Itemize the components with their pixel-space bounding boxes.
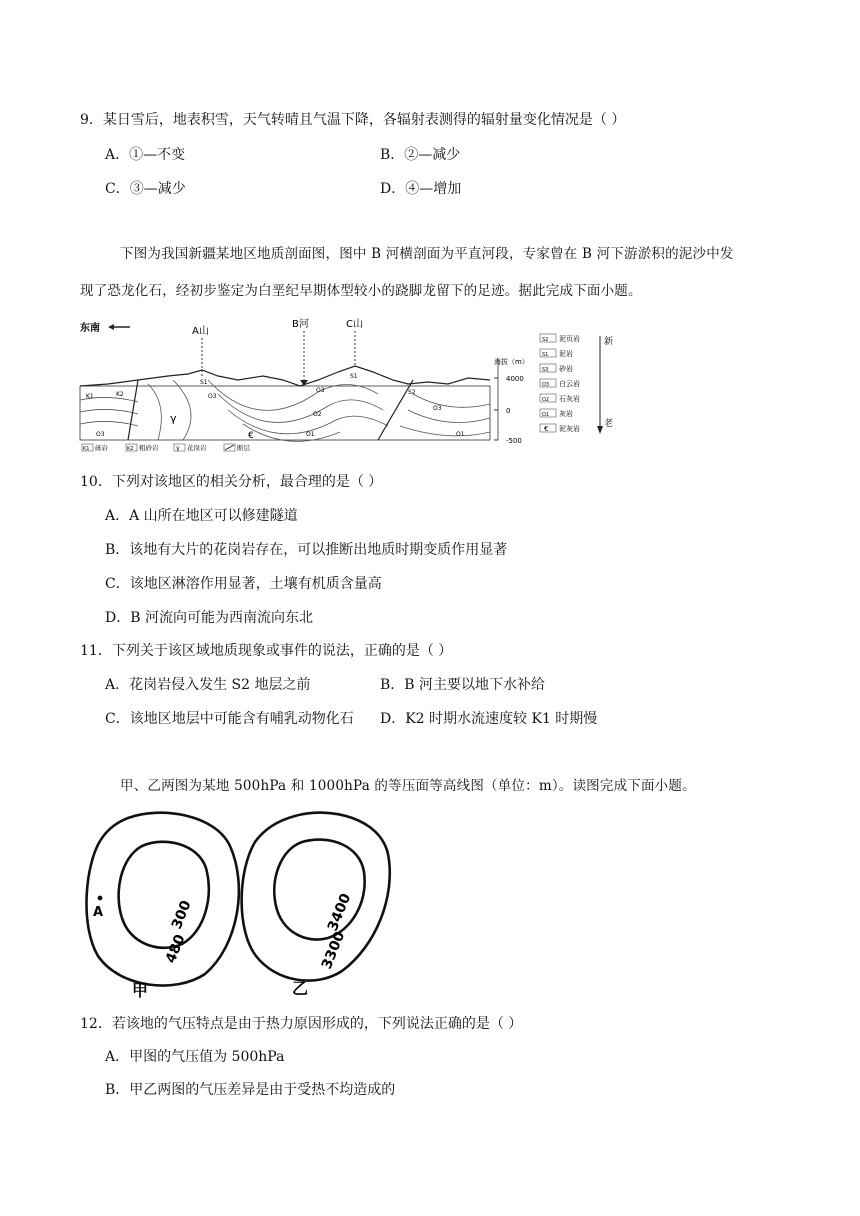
svg-text:灰岩: 灰岩 bbox=[559, 410, 573, 418]
q11-option-c[interactable]: C．该地区地层中可能含有哺乳动物化石 bbox=[105, 711, 354, 727]
svg-text:S1: S1 bbox=[542, 352, 549, 358]
rock-label: € bbox=[248, 431, 254, 441]
point-a-label: A bbox=[93, 905, 104, 920]
q10-option-c[interactable]: C．该地区淋溶作用显著，土壤有机质含量高 bbox=[105, 576, 382, 592]
yi-inner-value: 3400 bbox=[324, 891, 355, 934]
bottom-legend bbox=[82, 443, 251, 452]
intro-2-line-1: 甲、乙两图为某地 500hPa 和 1000hPa 的等压面等高线图（单位：m）。读图完成下面小题。 bbox=[120, 778, 696, 794]
svg-text:泥灰岩: 泥灰岩 bbox=[559, 425, 580, 433]
q9-option-d[interactable]: D．④—增加 bbox=[380, 181, 462, 197]
svg-text:S3: S3 bbox=[542, 367, 549, 373]
question-9-stem: 9．某日雪后，地表积雪，天气转晴且气温下降，各辐射表测得的辐射量变化情况是（ ） bbox=[80, 112, 626, 128]
new-label: 新 bbox=[604, 337, 614, 347]
q10-option-d[interactable]: D．B 河流向可能为西南流向东北 bbox=[105, 610, 313, 626]
q10-option-a[interactable]: A．A 山所在地区可以修建隧道 bbox=[105, 508, 298, 524]
rock-label: O3 bbox=[96, 431, 105, 438]
q11-option-d[interactable]: D．K2 时期水流速度较 K1 时期慢 bbox=[380, 711, 598, 727]
rock-label: O1 bbox=[456, 431, 465, 438]
q10-option-b[interactable]: B．该地有大片的花岗岩存在，可以推断出地质时期变质作用显著 bbox=[105, 542, 508, 558]
contour-map-yi bbox=[242, 813, 390, 998]
rock-label: O3 bbox=[208, 393, 217, 400]
svg-text:€: € bbox=[544, 425, 549, 433]
right-legend bbox=[540, 334, 580, 433]
q11-option-b[interactable]: B．B 河主要以地下水补给 bbox=[380, 677, 546, 693]
old-label: 老 bbox=[604, 419, 614, 429]
geologic-section-figure bbox=[78, 314, 618, 452]
jia-outer-value: 480 bbox=[162, 932, 189, 966]
tick-label: 4000 bbox=[506, 375, 524, 383]
tick-label: 0 bbox=[506, 407, 511, 415]
q12-option-b[interactable]: B．甲乙两图的气压差异是由于受热不均造成的 bbox=[105, 1082, 396, 1098]
rock-label: S1 bbox=[350, 373, 358, 380]
rock-label: O2 bbox=[313, 411, 322, 418]
question-10-stem: 10．下列对该地区的相关分析，最合理的是（ ） bbox=[80, 474, 383, 490]
direction-label: 东南 bbox=[80, 323, 100, 334]
isobaric-contour-figure bbox=[80, 806, 410, 1002]
rock-label: O3 bbox=[433, 405, 442, 412]
svg-text:泥岩: 泥岩 bbox=[559, 350, 573, 358]
rock-label: K2 bbox=[116, 391, 124, 398]
elevation-axis-title: 海拔（m） bbox=[494, 358, 529, 366]
rock-label: O3 bbox=[316, 387, 325, 394]
intro-1-line-2: 现了恐龙化石，经初步鉴定为白垩纪早期体型较小的跷脚龙留下的足迹。据此完成下面小题。 bbox=[80, 283, 642, 299]
jia-label: 甲 bbox=[132, 981, 149, 1000]
q9-option-b[interactable]: B．②—减少 bbox=[380, 147, 461, 163]
river-b-label: B河 bbox=[292, 319, 309, 330]
svg-text:O2: O2 bbox=[542, 397, 550, 403]
point-a-marker bbox=[98, 896, 103, 901]
rock-label: S1 bbox=[200, 379, 208, 386]
svg-text:粗砂岩: 粗砂岩 bbox=[139, 444, 159, 452]
peak-a-label: A山 bbox=[192, 326, 209, 337]
svg-text:O1: O1 bbox=[542, 412, 550, 418]
peak-c-label: C山 bbox=[346, 319, 363, 330]
svg-text:砂岩: 砂岩 bbox=[559, 365, 573, 373]
tick-label: -500 bbox=[506, 437, 522, 445]
q9-option-a[interactable]: A．①—不变 bbox=[105, 147, 186, 163]
yi-outer-value: 3300 bbox=[318, 929, 349, 972]
svg-text:石灰岩: 石灰岩 bbox=[559, 395, 580, 403]
rock-label: K1 bbox=[86, 393, 94, 400]
svg-text:γ: γ bbox=[176, 445, 180, 452]
intro-1-line-1: 下图为我国新疆某地区地质剖面图，图中 B 河横剖面为平直河段，专家曾在 B 河下游淤积的泥沙中发 bbox=[120, 246, 734, 262]
svg-text:花岗岩: 花岗岩 bbox=[187, 444, 207, 452]
q11-option-a[interactable]: A．花岗岩侵入发生 S2 地层之前 bbox=[105, 677, 311, 693]
svg-text:K1: K1 bbox=[83, 446, 90, 452]
rock-label: O1 bbox=[306, 431, 315, 438]
yi-label: 乙 bbox=[292, 979, 309, 998]
q12-option-a[interactable]: A．甲图的气压值为 500hPa bbox=[105, 1049, 285, 1065]
rock-label: γ bbox=[170, 412, 177, 425]
contour-map-jia bbox=[86, 813, 238, 1000]
svg-text:S2: S2 bbox=[542, 337, 549, 343]
svg-text:泥页岩: 泥页岩 bbox=[559, 335, 580, 343]
question-11-stem: 11．下列关于该区域地质现象或事件的说法，正确的是（ ） bbox=[80, 643, 453, 659]
rock-label: S2 bbox=[408, 389, 416, 396]
svg-text:断层: 断层 bbox=[237, 444, 250, 452]
q9-option-c[interactable]: C．③—减少 bbox=[105, 181, 186, 197]
svg-text:白云岩: 白云岩 bbox=[559, 380, 580, 388]
svg-text:O3: O3 bbox=[542, 382, 550, 388]
question-12-stem: 12．若该地的气压特点是由于热力原因形成的，下列说法正确的是（ ） bbox=[80, 1016, 523, 1032]
svg-text:K2: K2 bbox=[127, 446, 134, 452]
svg-text:砾岩: 砾岩 bbox=[95, 444, 108, 452]
jia-inner-value: 300 bbox=[168, 898, 195, 932]
